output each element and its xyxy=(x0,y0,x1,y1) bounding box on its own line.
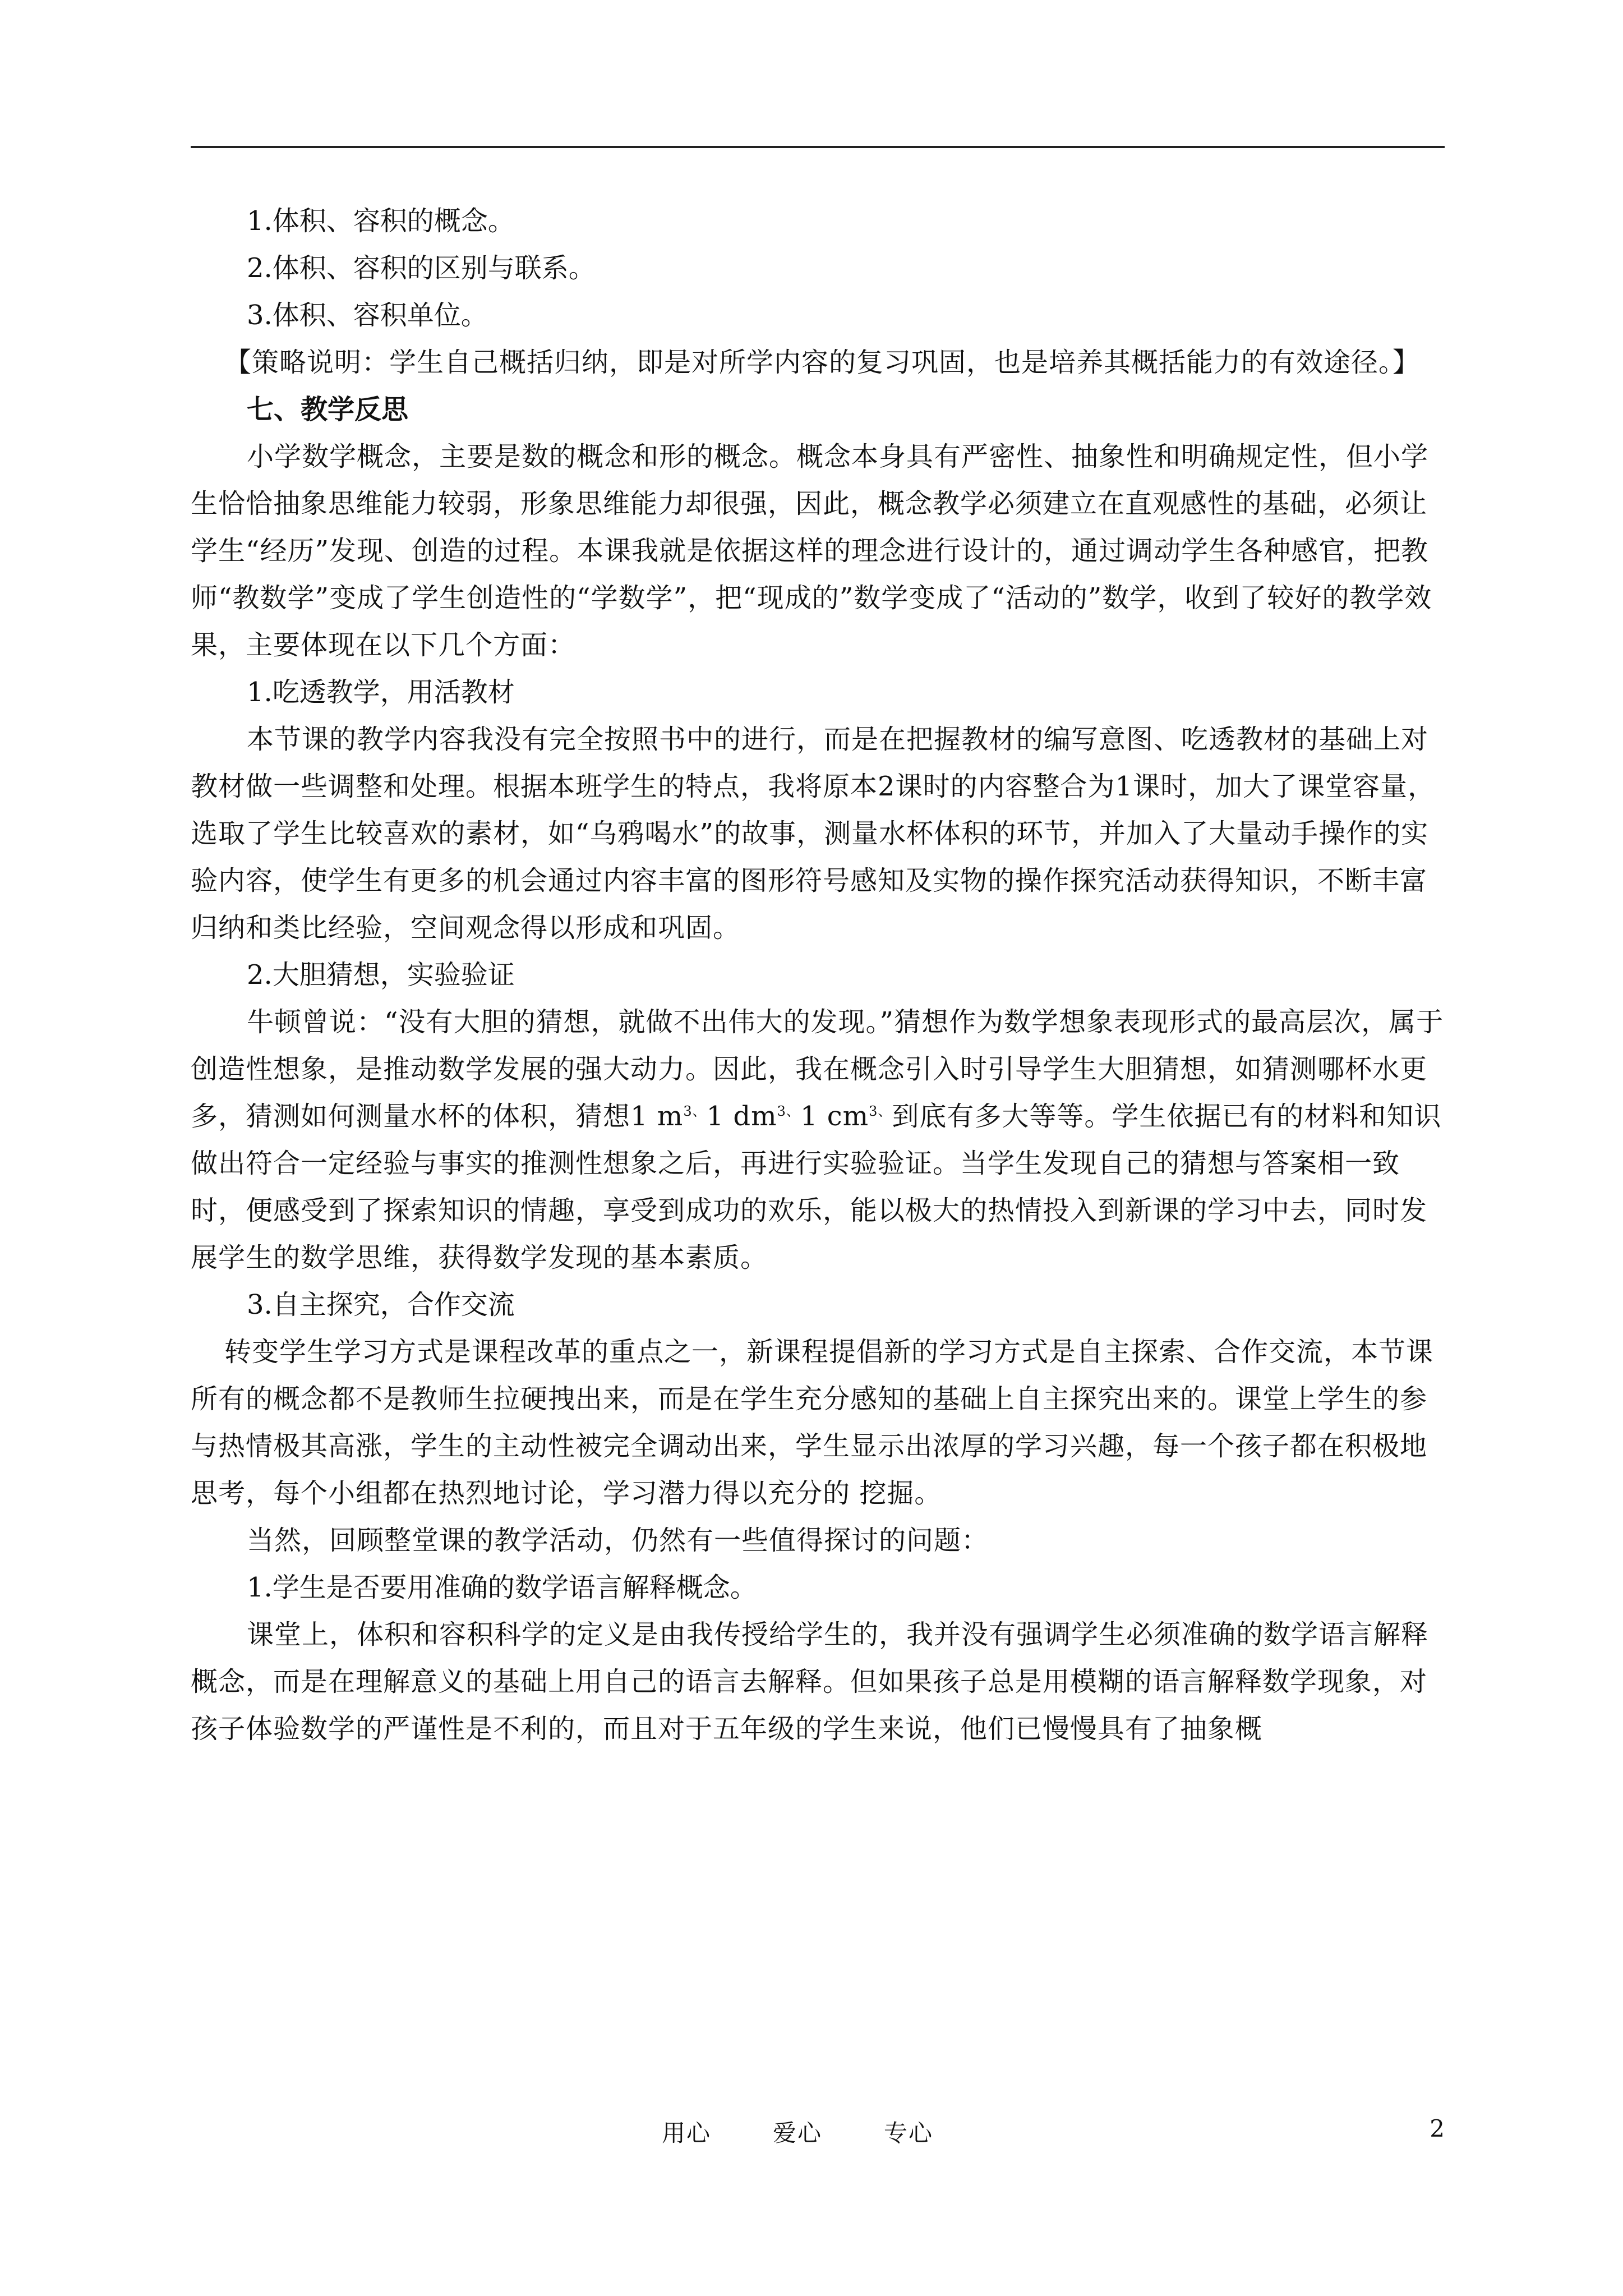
superscript: 3、 xyxy=(683,1103,707,1119)
text-segment: 到底有多大等等。学生依据已有的材料和知识做出符合一定经验与事实的推测性想象之后，再进行实验验证。当学生发现自己的猜想与答案相一致时，便感受到了探索知识的情趣，享受到成功的欢乐，能以极大的热情投入到新课的学习中去，同时发展学生的数学思维，获得数学发现的基本素质。 xyxy=(191,1101,1442,1273)
point-body xyxy=(191,999,1445,1281)
footer-word: 用心 xyxy=(662,2119,712,2147)
strategy-note: 【策略说明：学生自己概括归纳，即是对所学内容的复习巩固，也是培养其概括能力的有效途径。】 xyxy=(224,347,1421,378)
intro-paragraph: 小学数学概念，主要是数的概念和形的概念。概念本身具有严密性、抽象性和明确规定性，但小学生恰恰抽象思维能力较弱，形象思维能力却很强，因此，概念教学必须建立在直观感性的基础，必须让学生“经历”发现、创造的过程。本课我就是依据这样的理念进行设计的，通过调动学生各种感官，把教师“教数学”变成了学生创造性的“学数学”，把“现成的”数学变成了“活动的”数学，收到了较好的教学效果，主要体现在以下几个方面： xyxy=(191,441,1432,661)
list-item: 1.体积、容积的概念。 xyxy=(247,205,515,237)
issues-intro: 当然，回顾整堂课的教学活动，仍然有一些值得探讨的问题： xyxy=(247,1525,989,1556)
list-item: 3.体积、容积单位。 xyxy=(247,300,488,331)
page-number: 2 xyxy=(1430,2115,1445,2142)
header-rule xyxy=(191,146,1445,148)
page-footer xyxy=(0,2115,1623,2160)
point-title: 3.自主探究，合作交流 xyxy=(247,1289,515,1320)
superscript: 3、 xyxy=(869,1103,892,1119)
footer-word: 专心 xyxy=(884,2119,934,2147)
section-title: 七、教学反思 xyxy=(247,394,409,425)
superscript: 3、 xyxy=(777,1103,800,1119)
point-title: 1.吃透教学，用活教材 xyxy=(247,677,515,708)
document-body xyxy=(191,197,1445,1752)
list-item: 2.体积、容积的区别与联系。 xyxy=(247,252,596,284)
text-segment: 牛顿曾说：“没有大胆的猜想，就做不出伟大的发现。”猜想作为数学想象表现形式的最高层次，属于创造性想象，是推动数学发展的强大动力。因此，我在概念引入时引导学生大胆猜想，如猜测哪杯水更多，猜测如何测量水杯的体积，猜想1 m xyxy=(191,1006,1444,1132)
issue-title: 1.学生是否要用准确的数学语言解释概念。 xyxy=(247,1572,757,1603)
footer-motto xyxy=(662,2115,995,2148)
text-segment: 1 cm xyxy=(800,1101,869,1132)
issue-body: 课堂上，体积和容积科学的定义是由我传授给学生的，我并没有强调学生必须准确的数学语言解释概念，而是在理解意义的基础上用自己的语言去解释。但如果孩子总是用模糊的语言解释数学现象，对孩子体验数学的严谨性是不利的，而且对于五年级的学生来说，他们已慢慢具有了抽象概 xyxy=(191,1619,1429,1745)
point-body: 转变学生学习方式是课程改革的重点之一，新课程提倡新的学习方式是自主探索、合作交流，本节课所有的概念都不是教师生拉硬拽出来，而是在学生充分感知的基础上自主探究出来的。课堂上学生的参与热情极其高涨，学生的主动性被完全调动出来，学生显示出浓厚的学习兴趣，每一个孩子都在积极地思考，每个小组都在热烈地讨论，学习潜力得以充分的 挖掘。 xyxy=(191,1336,1434,1509)
point-title: 2.大胆猜想，实验验证 xyxy=(247,959,515,991)
text-segment: 1 dm xyxy=(706,1101,777,1132)
point-body: 本节课的教学内容我没有完全按照书中的进行，而是在把握教材的编写意图、吃透教材的基础上对教材做一些调整和处理。根据本班学生的特点，我将原本2课时的内容整合为1课时，加大了课堂容量，选取了学生比较喜欢的素材，如“乌鸦喝水”的故事，测量水杯体积的环节，并加入了大量动手操作的实验内容，使学生有更多的机会通过内容丰富的图形符号感知及实物的操作探究活动获得知识，不断丰富归纳和类比经验，空间观念得以形成和巩固。 xyxy=(191,724,1436,944)
footer-word: 爱心 xyxy=(773,2119,823,2147)
